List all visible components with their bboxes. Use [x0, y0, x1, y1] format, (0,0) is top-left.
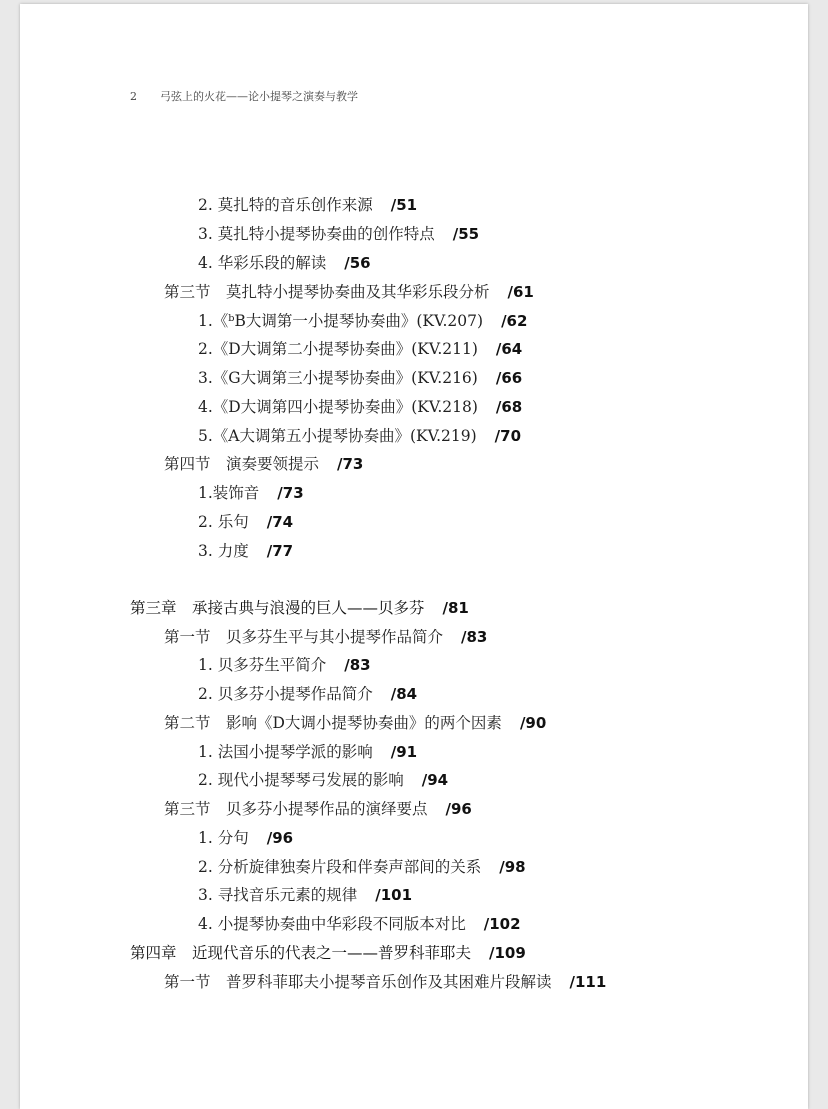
toc-item: 4. 小提琴协奏曲中华彩段不同版本对比 /102 [198, 915, 521, 933]
toc-page-ref: /90 [519, 714, 547, 732]
toc-page-ref: /70 [494, 427, 522, 445]
toc-item: 5.《A大调第五小提琴协奏曲》(KV.219) /70 [198, 427, 522, 445]
toc-item: 2. 贝多芬小提琴作品简介 /84 [198, 685, 418, 703]
toc-page-ref: /98 [499, 858, 526, 876]
toc-page-ref: /73 [277, 484, 304, 502]
toc-page-ref: /111 [569, 973, 607, 991]
toc-item: 2. 现代小提琴琴弓发展的影响 /94 [198, 771, 449, 789]
toc-page-ref: /102 [483, 915, 521, 933]
toc-item: 2. 乐句 /74 [198, 513, 294, 531]
toc-page-ref: /96 [266, 829, 294, 847]
toc-page-ref: /109 [489, 944, 526, 962]
toc-section: 第一节 贝多芬生平与其小提琴作品简介 /83 [164, 628, 488, 646]
toc-page-ref: /56 [344, 254, 371, 272]
toc-section: 第三节 贝多芬小提琴作品的演绎要点 /96 [164, 800, 472, 818]
toc-item: 1.《ᵇB大调第一小提琴协奏曲》(KV.207) /62 [198, 312, 528, 330]
toc-item: 1. 贝多芬生平简介 /83 [198, 656, 371, 674]
toc-item: 1. 法国小提琴学派的影响 /91 [198, 743, 418, 761]
toc-page-ref: /73 [337, 455, 364, 473]
toc-page-ref: /91 [390, 743, 418, 761]
toc-page-ref: /77 [266, 542, 294, 560]
toc-item: 3. 力度 /77 [198, 542, 294, 560]
toc-page-ref: /55 [452, 225, 480, 243]
toc-item: 2.《D大调第二小提琴协奏曲》(KV.211) /64 [198, 340, 523, 358]
toc-page-ref: /64 [495, 340, 523, 358]
toc-page-ref: /68 [495, 398, 523, 416]
toc-page-ref: /61 [507, 283, 534, 301]
toc-item: 1. 分句 /96 [198, 829, 294, 847]
book-title: 弓弦上的火花——论小提琴之演奏与教学 [160, 90, 358, 103]
toc-page-ref: /81 [442, 599, 469, 617]
toc-page-ref: /96 [445, 800, 472, 818]
toc-item: 1.装饰音 /73 [198, 484, 304, 502]
toc-page-ref: /66 [495, 369, 523, 387]
toc-chapter: 第三章 承接古典与浪漫的巨人——贝多芬 /81 [130, 599, 469, 617]
toc-section: 第三节 莫扎特小提琴协奏曲及其华彩乐段分析 /61 [164, 283, 534, 301]
toc-page-ref: /83 [461, 628, 488, 646]
toc-page-ref: /83 [344, 656, 371, 674]
toc-page-ref: /101 [375, 886, 413, 904]
toc-item: 4.《D大调第四小提琴协奏曲》(KV.218) /68 [198, 398, 523, 416]
toc-page-ref: /62 [501, 312, 528, 330]
toc-item: 3. 寻找音乐元素的规律 /101 [198, 886, 413, 904]
toc-section: 第一节 普罗科菲耶夫小提琴音乐创作及其困难片段解读 /111 [164, 973, 607, 991]
toc-item: 3. 莫扎特小提琴协奏曲的创作特点 /55 [198, 225, 480, 243]
running-head [130, 88, 358, 104]
page-number: 2 [130, 90, 137, 103]
toc-item: 2. 莫扎特的音乐创作来源 /51 [198, 196, 418, 214]
toc-page-ref: /84 [390, 685, 418, 703]
toc-chapter: 第四章 近现代音乐的代表之一——普罗科菲耶夫 /109 [130, 944, 526, 962]
toc-page-ref: /51 [390, 196, 418, 214]
toc-item: 3.《G大调第三小提琴协奏曲》(KV.216) /66 [198, 369, 523, 387]
toc-item: 4. 华彩乐段的解读 /56 [198, 254, 371, 272]
toc-section: 第四节 演奏要领提示 /73 [164, 455, 364, 473]
toc-page-ref: /74 [266, 513, 294, 531]
toc-page-ref: /94 [421, 771, 449, 789]
book-page [20, 4, 808, 1109]
toc-section: 第二节 影响《D大调小提琴协奏曲》的两个因素 /90 [164, 714, 547, 732]
toc-item: 2. 分析旋律独奏片段和伴奏声部间的关系 /98 [198, 858, 526, 876]
